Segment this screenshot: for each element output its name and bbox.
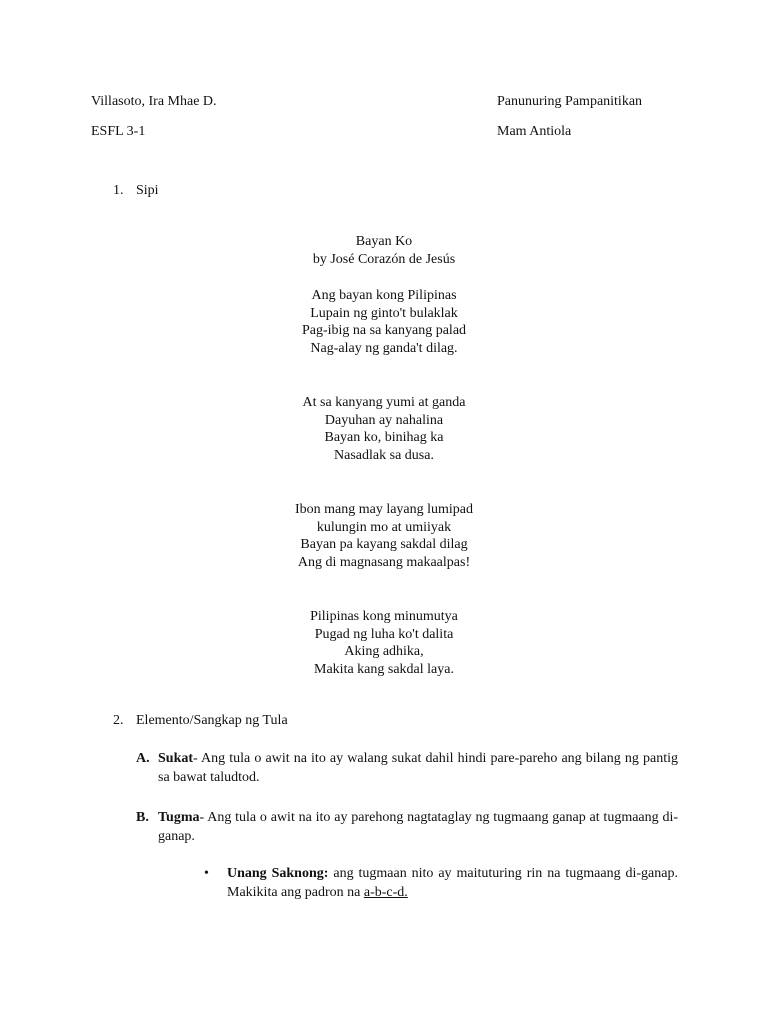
item-letter: B. (136, 810, 149, 825)
teacher-name: Mam Antiola (497, 124, 572, 139)
poem-stanza-4 (0, 608, 768, 678)
poem-author: by José Corazón de Jesús (312, 251, 456, 267)
item-body (158, 808, 678, 846)
poem-line: Ang bayan kong Pilipinas (311, 288, 457, 303)
item-term: Tugma (158, 810, 200, 825)
poem-line: Nasadlak sa dusa. (334, 447, 434, 463)
subject-name: Panunuring Pampanitikan (497, 94, 643, 109)
item-text: - Ang tula o awit na ito ay parehong nagtataglay ng tugmaang ganap at tugmaang di-ganap. (158, 810, 678, 844)
item-body (158, 749, 678, 787)
poem-line: Lupain ng ginto't bulaklak (310, 305, 458, 321)
bullet-term: Unang Saknong: (227, 866, 329, 881)
element-item-sukat (136, 749, 678, 787)
section1-number: 1. (113, 183, 124, 198)
bullet-body (227, 864, 678, 902)
poem-line: At sa kanyang yumi at ganda (302, 395, 466, 410)
item-letter: A. (136, 751, 150, 766)
element-item-tugma (136, 808, 678, 846)
student-name: Villasoto, Ira Mhae D. (91, 94, 217, 109)
item-term: Sukat (158, 751, 194, 766)
poem-line: Ang di magnasang makaalpas! (297, 554, 471, 570)
rhyme-pattern: a-b-c-d. (363, 885, 408, 900)
bullet-dot: • (204, 866, 209, 881)
poem-line: Aking adhika, (344, 644, 424, 660)
poem-line: Ibon mang may layang lumipad (294, 502, 474, 517)
section-code: ESFL 3-1 (91, 124, 146, 139)
bullet-unang-saknong (204, 864, 678, 902)
section2-title: Elemento/Sangkap ng Tula (136, 713, 288, 728)
poem-line: Bayan ko, binihag ka (324, 430, 444, 446)
poem-stanza-1 (0, 287, 768, 357)
item-text: - Ang tula o awit na ito ay walang sukat dahil hindi pare-pareho ang bilang ng pantig sa bawat taludtod. (158, 751, 678, 785)
poem-line: Bayan pa kayang sakdal dilag (300, 537, 468, 553)
poem-line: Nag-alay ng ganda't dilag. (310, 340, 458, 356)
poem-line: Makita kang sakdal laya. (314, 661, 454, 677)
section1-title: Sipi (136, 183, 159, 198)
poem-line: Pilipinas kong minumutya (310, 609, 458, 624)
poem-stanza-2 (0, 394, 768, 464)
poem-heading (0, 233, 768, 268)
poem-title: Bayan Ko (355, 234, 413, 249)
poem-line: kulungin mo at umiiyak (316, 519, 452, 535)
poem-line: Dayuhan ay nahalina (324, 412, 444, 428)
poem-line: Pag-ibig na sa kanyang palad (301, 323, 467, 339)
poem-line: Pugad ng luha ko't dalita (314, 626, 454, 642)
section2-number: 2. (113, 713, 124, 728)
poem-stanza-3 (0, 501, 768, 571)
bullet-text: ang tugmaan nito ay maituturing rin na tugmaang di-ganap. Makikita ang padron na (227, 866, 678, 900)
